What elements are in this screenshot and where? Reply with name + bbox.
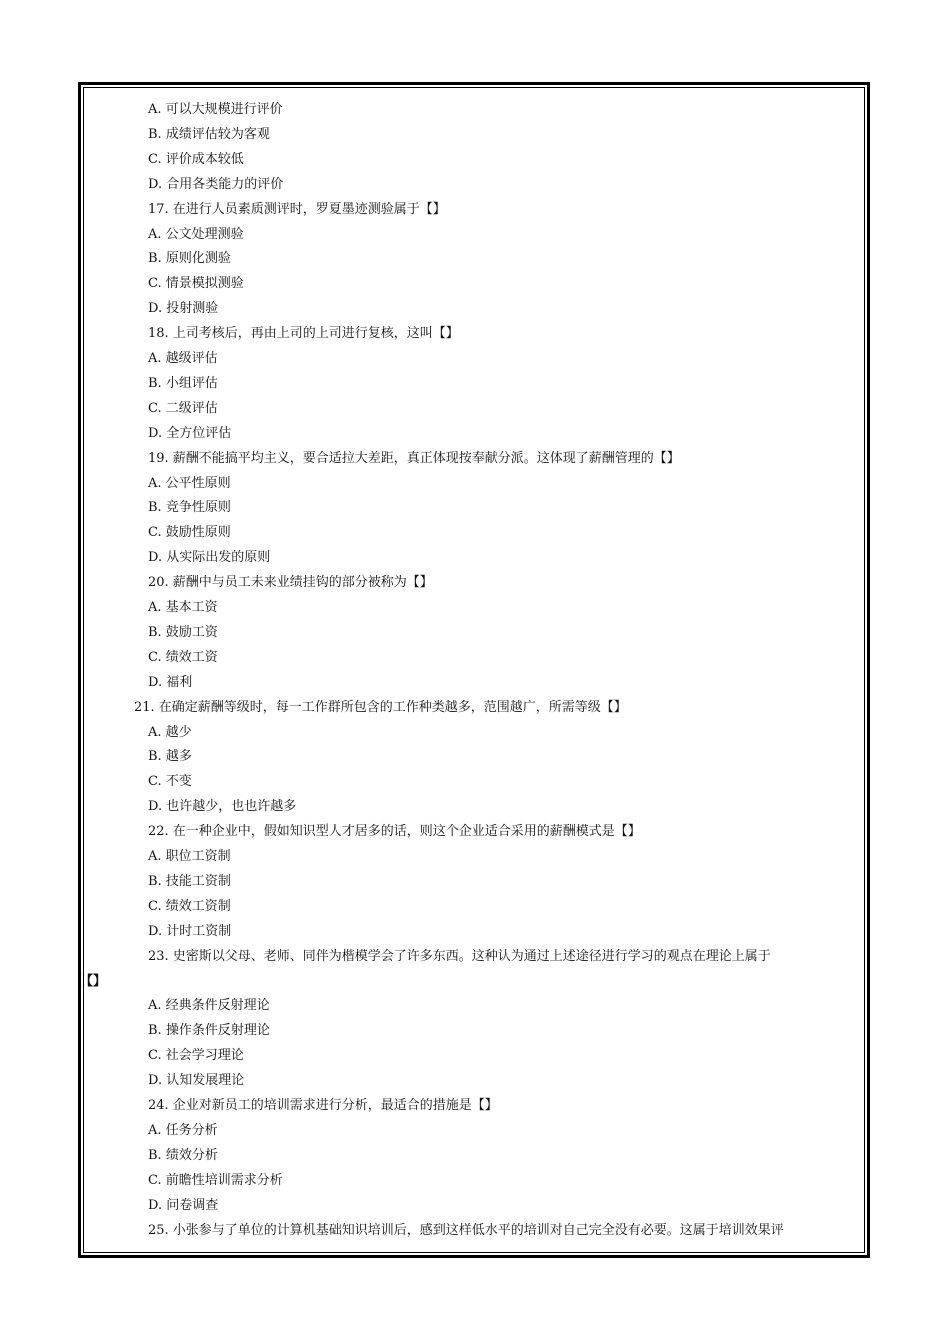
option-line: C. 情景模拟测验 (148, 276, 244, 292)
option-line: B. 成绩评估较为客观 (148, 126, 270, 142)
question-line: 20. 薪酬中与员工未来业绩挂钩的部分被称为【】 (148, 575, 433, 591)
option-line: A. 基本工资 (148, 600, 218, 615)
question-line: 18. 上司考核后，再由上司的上司进行复核，这叫【】 (148, 326, 459, 342)
option-line: A. 可以大规模进行评价 (148, 102, 283, 117)
option-line: D. 认知发展理论 (148, 1073, 245, 1089)
option-line: B. 绩效分析 (148, 1147, 218, 1163)
option-line: B. 鼓励工资 (148, 624, 218, 640)
option-line: B. 竞争性原则 (148, 500, 231, 516)
question-line: 22. 在一种企业中，假如知识型人才居多的话，则这个企业适合采用的薪酬模式是【】 (148, 824, 641, 840)
question-line: 17. 在进行人员素质测评时，罗夏墨迹测验属于【】 (148, 201, 446, 217)
option-line: C. 二级评估 (148, 400, 218, 416)
option-line: C. 评价成本较低 (148, 151, 244, 167)
option-line: D. 从实际出发的原则 (148, 550, 271, 566)
option-line: A. 公平性原则 (148, 475, 231, 491)
option-line: A. 越少 (148, 724, 192, 740)
option-line: B. 操作条件反射理论 (148, 1023, 270, 1039)
question-line: 25. 小张参与了单位的计算机基础知识培训后，感到这样低水平的培训对自己完全没有必要。这属于培训效果评 (148, 1222, 784, 1238)
option-line: C. 社会学习理论 (148, 1048, 244, 1064)
option-line: D. 计时工资制 (148, 923, 232, 939)
option-line: C. 绩效工资 (148, 649, 218, 665)
option-line: A. 越级评估 (148, 351, 218, 366)
option-line: B. 原则化测验 (148, 251, 231, 267)
option-line: D. 问卷调查 (148, 1197, 219, 1213)
question-line: 19. 薪酬不能搞平均主义，要合适拉大差距，真正体现按奉献分派。这体现了薪酬管理的【】 (148, 450, 680, 466)
option-line: D. 合用各类能力的评价 (148, 176, 284, 192)
option-line: C. 鼓励性原则 (148, 525, 231, 541)
question-line: 24. 企业对新员工的培训需求进行分析，最适合的措施是【】 (148, 1098, 498, 1113)
question-line: 23. 史密斯以父母、老师、同伴为楷模学会了许多东西。这种认为通过上述途径进行学习的观点在理论上属于 (148, 948, 771, 964)
option-line: C. 前瞻性培训需求分析 (148, 1172, 283, 1188)
option-line: B. 越多 (148, 749, 192, 765)
option-line: D. 投射测验 (148, 301, 219, 317)
option-line: D. 也许越少，也也许越多 (148, 799, 297, 815)
option-line: A. 职位工资制 (148, 849, 231, 864)
option-line: C. 不变 (148, 774, 192, 790)
option-line: A. 任务分析 (148, 1122, 218, 1138)
option-line: B. 小组评估 (148, 375, 218, 391)
option-line: A. 经典条件反射理论 (148, 998, 270, 1014)
question-continuation: 【】 (80, 973, 107, 989)
option-line: D. 全方位评估 (148, 425, 232, 441)
option-line: D. 福利 (148, 674, 193, 690)
option-line: B. 技能工资制 (148, 873, 231, 889)
option-line: A. 公文处理测验 (148, 226, 244, 242)
question-line: 21. 在确定薪酬等级时，每一工作群所包含的工作种类越多，范围越广，所需等级【】 (134, 699, 627, 715)
option-line: C. 绩效工资制 (148, 898, 231, 914)
